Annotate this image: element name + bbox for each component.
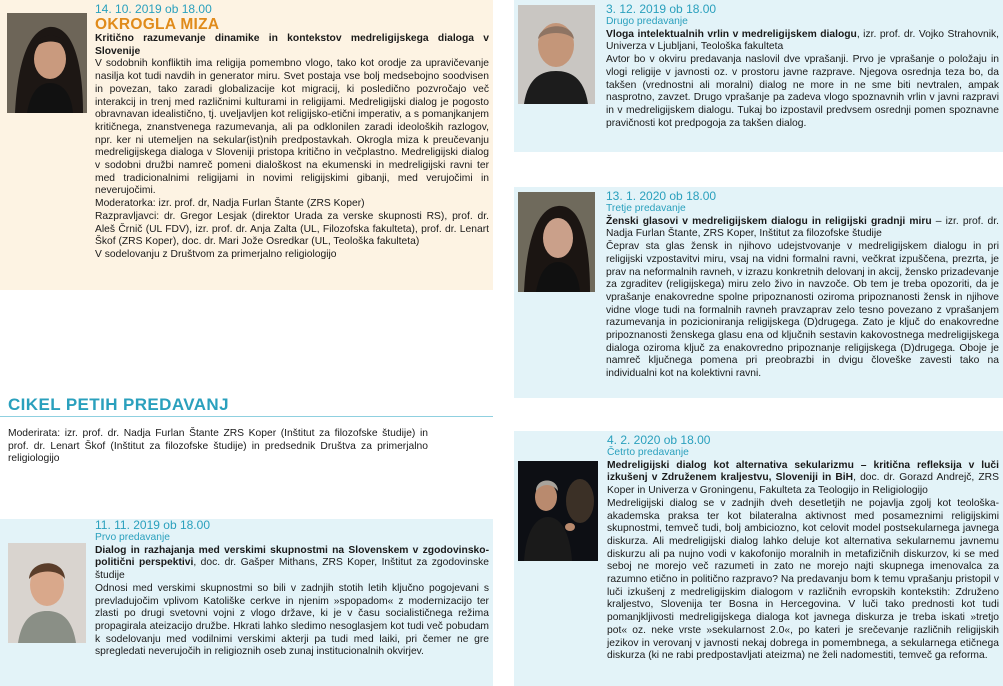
speaker-photo-man [518, 461, 598, 561]
series-moderators: Moderirata: izr. prof. dr. Nadja Furlan Štante ZRS Koper (Inštitut za filozofske študije) in prof. dr. Lenart Škof (Inštitut za filozofske študije) in predsednik Društva za primerjalno religiologijo [8, 428, 428, 465]
lecture-author: , doc. dr. Gorazd Andrejč, ZRS Koper in Univerza v Groningenu, Fakulteta za Teologijo in Religiologijo [607, 472, 999, 497]
lecture-3-panel [514, 187, 1003, 398]
lecture-author: – izr. prof. dr. Nadja Furlan Štante, ZRS Koper, Inštitut za filozofske študije [606, 215, 999, 240]
lecture-number: Drugo predavanje [606, 16, 688, 27]
speaker-photo-man [518, 5, 595, 104]
series-divider [0, 416, 493, 417]
lecture-title: Dialog in razhajanja med verskimi skupnostmi na Slovenskem v zgodovinsko-politični perspektivi [95, 544, 489, 569]
event-moderator: Moderatorka: izr. prof. dr, Nadja Furlan Štante (ZRS Koper) [95, 198, 365, 210]
lecture-author: , doc. dr. Gašper Mithans, ZRS Koper, Inštitut za zgodovinske študije [95, 557, 489, 582]
event-title: OKROGLA MIZA [95, 16, 220, 33]
speaker-photo-woman [518, 192, 595, 292]
event-panelists: Razpravljavci: dr. Gregor Lesjak (direktor Urada za verske skupnosti RS), prof. dr. Aleš Črnič (UL FDV), izr. prof. dr. Anja Zalta (UL, Filozofska fakulteta), prof. dr. Lenart Škof (ZRS Koper), doc. dr. Mari Jože Osredkar (UL, Teološka fakulteta) [95, 210, 489, 248]
lecture-title: Ženski glasovi v medreligijskem dialogu in religijski gradnji miru [606, 215, 932, 227]
event-subtitle: Kritično razumevanje dinamike in kontekstov medreligijskega dialoga v Slovenije [95, 33, 489, 57]
round-table-text [95, 3, 489, 262]
lecture-number: Četrto predavanje [607, 447, 689, 458]
lecture-description: Medreligijski dialog se v zadnjih dveh desetletjih ne pojavlja zgolj kot teološka-akademska praksa ter kot bilateralna aktivnost med posameznimi religijskimi skupnostmi, temveč tudi, bolj ambiciozno, kot celovit model postsekularnega javnega diskurza. Ali medreligijski dialog lahko deluje kot alternativa sekularnemu javnemu diskurzu ali pa nujno vodi v kakofonijo moralnih in metafizičnih diskurzov, ki se med seboj ne morejo več razumeti in zato ne morejo najti skupnega imenovalca za razumno etično in politično razpravo? Na predavanju bom k temu vprašanju pristopil v luči izkušenj z medreligijskim dialogom v različnih evropskih kontekstih: Združeno kraljestvo, Slovenija ter Bosna in Hercegovina. V luči tako prednosti kot tudi pomanjkljivosti medreligijskega dialoga kot javnega diskurza je treba iskati »tretjo pot« oz. neke vrste »sekularnost 2.0«, po kateri je srečevanje različnih religijskih jezikov in verovanj v javnosti nekaj dobrega in pomembnega, a sekularnega etičnega diskurza (ki ne rabi predpostavljati ateizma) ne želi nadomestiti, temveč ga reforma. [607, 497, 999, 662]
event-date: 14. 10. 2019 ob 18.00 [95, 2, 212, 16]
series-heading: CIKEL PETIH PREDAVANJ [8, 395, 229, 414]
lecture-description: Odnosi med verskimi skupnostmi so bili v zadnjih stotih letih ključno pogojevani s prevladujočim vplivom Katoliške cerkve in njenim »spopadom« z modernizacijo ter zlasti po drugi svetovni vojni z vlogo države, ki je v času socialističnega režima propagirala ateizacijo družbe. Hkrati lahko sledimo nesoglasjem kot tudi več pobudam k sodelovanju med vodilnimi verskimi akterji pa tudi med laiki, pri čemer ne gre spregledati neverujočih in religioznih oseb zunaj institucionalnih okvirjev. [95, 582, 489, 658]
lecture-date: 11. 11. 2019 ob 18.00 [95, 518, 210, 532]
event-description: V sodobnih konfliktih ima religija pomembno vlogo, tako kot orodje za upravičevanje nasilja kot tudi navdih in generator miru. Svet postaja vse bolj medsebojno soodvisen in povezan, tako zaradi globalizacije kot migracij, ki posledično pozvročajo več interakcij in trenj med različnimi kulturami in religijami. Medreligijski dialog je pogosto obravnavan idealistično, tj. uveljavljen kot religijsko-etični imperativ, a s pomanjkanjem kritičnega, znanstvenega razumevanja, ali pa odklonilen zaradi ideoloških razlogov, npr. ker ni utemeljen na sekular(ist)nih predpostavkah. Okrogla miza k preučevanju medreligijskega dialoga v Sloveniji pristopa kritično in večplastno. Medreligijski dialog v sodobni družbi namreč pomeni dialoškost na ekumenski in medreligijski ravni ter med tradicionalnimi religijami in novimi religijskimi gibanji, med verujočimi in neverujočimi. [95, 58, 489, 197]
lecture-date: 4. 2. 2020 ob 18.00 [607, 433, 711, 447]
lecture-number: Tretje predavanje [606, 203, 686, 214]
lecture-2-text [606, 3, 999, 130]
speaker-photo-man [8, 543, 86, 643]
lecture-date: 3. 12. 2019 ob 18.00 [606, 2, 717, 16]
lecture-number: Prvo predavanje [95, 532, 170, 543]
lecture-description: Avtor bo v okviru predavanja naslovil dve vprašanji. Prvo je vprašanje o položaju in vlogi religije v javnosti oz. v prostoru javne razprave. Njegova osrednja teza bo, da takšen (vrednostni ali moralni) dialog ne more in ne sme biti nevtralen, ampak nasprotno, zavzet. Drugo vprašanje pa zadeva vlogo spoznavnih vrlin v javni razpravi in v medreligijskem dialogu. Tukaj bo izpostavil predvsem osrednji pomen spoznavne pravičnosti kot predpogoja za takšen dialog. [606, 54, 999, 129]
lecture-title: Medreligijski dialog kot alternativa sekularizmu – kritična refleksija v luči izkušenj v Združenem kraljestvu, Sloveniji in BiH [607, 459, 999, 484]
lecture-1-panel [0, 519, 493, 686]
lecture-4-text [607, 434, 999, 663]
lecture-1-text [95, 519, 489, 659]
lecture-3-text [606, 190, 999, 381]
lecture-date: 13. 1. 2020 ob 18.00 [606, 189, 717, 203]
round-table-panel [0, 0, 493, 290]
lecture-2-panel [514, 0, 1003, 152]
lecture-author: , izr. prof. dr. Vojko Strahovnik, Univerza v Ljubljani, Teološka fakulteta [606, 28, 999, 53]
lecture-4-panel [514, 431, 1003, 686]
lecture-description: Čeprav sta glas žensk in njihovo udejstvovanje v medreligijskem dialogu in pri religijski vzpostavitvi miru, vsaj na vidni formalni ravni, večkrat izpuščena, prezrta, je prav na neformalnih ravneh, v izrazu konkretnih delovanj in akcij, žensko prizadevanje za zgraditev (religijskega) miru zelo živo in navzoče. Ob tem je treba opozoriti, da je vprašanje enakovredne spolne pripoznanosti oziroma pripoznanosti žensk in njihove vidne vloge tudi na formalnih ravneh pravzaprav zelo tesno povezano z vprašanjem razumevanja in pozicioniranja religijskega (D)drugega. Zato je ključ do enakovredne pripoznanosti ženskega glasu ena od ključnih sestavin kakovostnega medreligijskega dialoga oziroma ključ za enakovredno pripoznanje religijskega (D)drugega. Oboje je namreč ključnega pomena pri preobrazbi in dvigu človeške zavesti tako na individualni kot na kolektivni ravni. [606, 241, 999, 380]
event-cooperation: V sodelovanju z Društvom za primerjalno religiologijo [95, 248, 337, 260]
speaker-photo-woman [7, 13, 87, 113]
lecture-title: Vloga intelektualnih vrlin v medreligijskem dialogu [606, 28, 857, 40]
